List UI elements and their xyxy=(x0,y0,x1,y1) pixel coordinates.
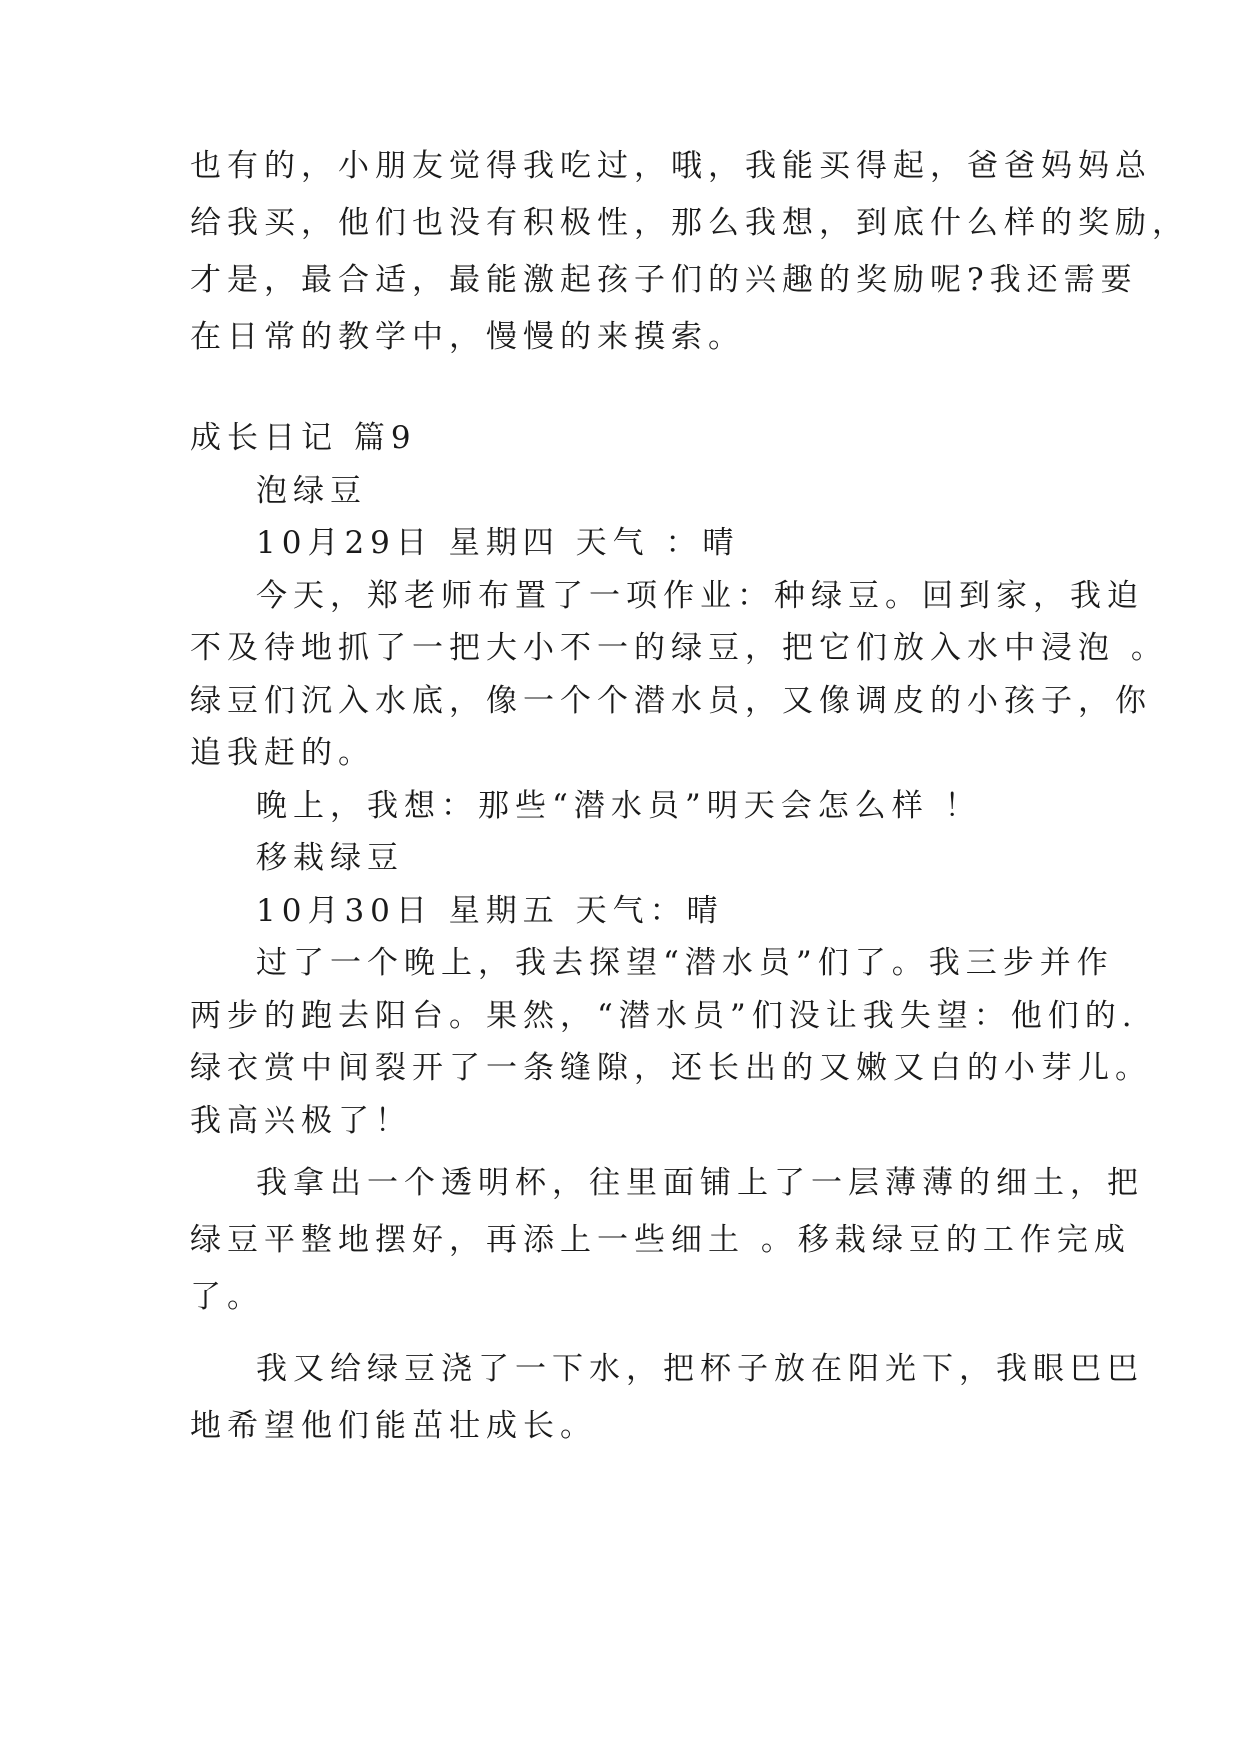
subheading: 移栽绿豆 xyxy=(256,840,404,876)
paragraph-line: 也有的，小朋友觉得我吃过，哦，我能买得起，爸爸妈妈总 xyxy=(190,148,1152,184)
subheading: 泡绿豆 xyxy=(256,473,367,509)
paragraph-line: 绿豆平整地摆好，再添上一些细土 。移栽绿豆的工作完成 xyxy=(190,1222,1131,1258)
paragraph-line: 今天，郑老师布置了一项作业：种绿豆。回到家，我迫 xyxy=(256,578,1144,614)
date-line: 10月29日 星期四 天气 ：晴 xyxy=(256,525,740,561)
paragraph-line: 追我赶的。 xyxy=(190,735,375,771)
paragraph-line: 绿衣赏中间裂开了一条缝隙，还长出的又嫩又白的小芽儿。 xyxy=(190,1050,1152,1086)
paragraph-line: 才是，最合适，最能激起孩子们的兴趣的奖励呢?我还需要 xyxy=(190,262,1138,298)
paragraph-line: 绿豆们沉入水底，像一个个潜水员，又像调皮的小孩子，你 xyxy=(190,683,1152,719)
paragraph-line: 我拿出一个透明杯，往里面铺上了一层薄薄的细土，把 xyxy=(256,1165,1144,1201)
paragraph-line: 了。 xyxy=(190,1279,264,1315)
date-line: 10月30日 星期五 天气：晴 xyxy=(256,893,724,929)
paragraph-line: 不及待地抓了一把大小不一的绿豆，把它们放入水中浸泡 。 xyxy=(190,630,1168,666)
paragraph-line: 在日常的教学中，慢慢的来摸索。 xyxy=(190,319,745,355)
paragraph-line: 晚上，我想：那些“潜水员”明天会怎么样 ！ xyxy=(256,788,982,824)
paragraph-line: 地希望他们能茁壮成长。 xyxy=(190,1408,597,1444)
paragraph-line: 我又给绿豆浇了一下水，把杯子放在阳光下，我眼巴巴 xyxy=(256,1351,1144,1387)
paragraph-line: 我高兴极了！ xyxy=(190,1103,412,1139)
paragraph-line: 两步的跑去阳台。果然，“潜水员”们没让我失望：他们的. xyxy=(190,998,1138,1034)
paragraph-line: 过了一个晚上，我去探望“潜水员”们了。我三步并作 xyxy=(256,945,1114,981)
paragraph-line: 给我买，他们也没有积极性，那么我想，到底什么样的奖励， xyxy=(190,205,1189,241)
section-heading: 成长日记 篇9 xyxy=(190,420,417,456)
